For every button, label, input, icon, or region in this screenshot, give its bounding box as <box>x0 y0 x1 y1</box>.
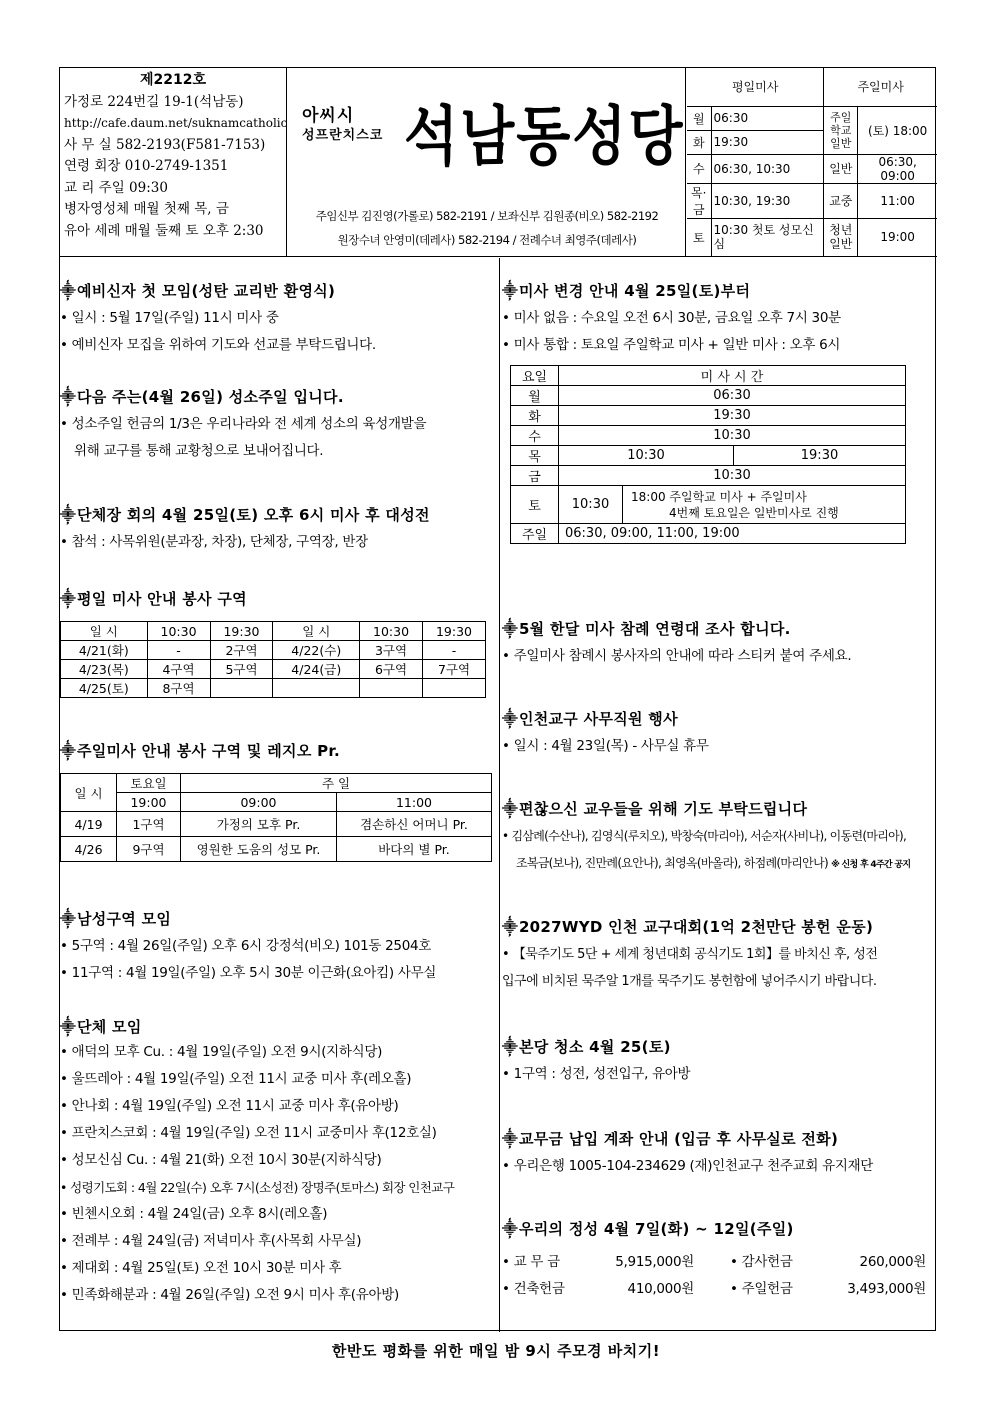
table-cell: 10:30 <box>559 486 623 524</box>
cross-icon: ⸎ <box>60 388 76 406</box>
info-line: • 우리은행 1005-104-234629 (재)인천교구 천주교회 유지재단 <box>502 1158 874 1174</box>
info-line: • 일시 : 5월 17일(주일) 11시 미사 중 <box>60 310 279 326</box>
group-line: • 전례부 : 4월 24일(금) 저녁미사 후(사목회 사무실) <box>60 1233 362 1249</box>
table-cell: - <box>147 641 210 660</box>
section-account <box>502 1128 940 1180</box>
table-cell <box>623 486 906 524</box>
section-offerings <box>502 1218 940 1303</box>
section-title-text: 우리의 정성 4월 7일(화) ~ 12일(주일) <box>518 1220 794 1238</box>
table-cell: 가정의 모후 Pr. <box>181 812 337 837</box>
sunday-time-cell: 06:30, 09:00 <box>858 154 937 183</box>
group-line: • 성모신심 Cu. : 4월 21(화) 오전 10시 30분(지하식당) <box>60 1152 382 1168</box>
section-vocation-sunday <box>60 386 498 465</box>
section-weekday-guide <box>60 588 498 698</box>
info-line: • 주일미사 참례시 봉사자의 안내에 따라 스티커 붙여 주세요. <box>502 648 852 664</box>
table-cell <box>360 679 423 698</box>
notice-note: ※ 신청 후 4주간 공지 <box>831 860 911 870</box>
section-mass-change <box>502 280 940 544</box>
sat-note-line: 4번째 토요일은 일반미사로 진행 <box>669 505 839 520</box>
info-line: 입구에 비치된 묵주알 1개를 묵주기도 봉헌함에 넣어주시기 바랍니다. <box>502 974 877 989</box>
section-title <box>60 280 498 301</box>
offering-value: 5,915,000원 <box>615 1254 694 1270</box>
logo-subtitle-line1: 아씨시 <box>302 106 355 126</box>
section-catechumen <box>60 280 498 359</box>
table-cell: 3구역 <box>360 641 423 660</box>
table-cell: 4/25(토) <box>61 679 148 698</box>
section-wyd <box>502 916 940 995</box>
mass-type-cell: 교중 <box>824 183 858 218</box>
parish-logo <box>288 68 686 257</box>
cross-icon: ⸎ <box>60 742 76 760</box>
group-line: • 민족화해분과 : 4월 26일(주일) 오전 9시 미사 후(유아방) <box>60 1287 399 1303</box>
group-line: • 빈첸시오회 : 4월 24일(금) 오후 8시(레오홀) <box>60 1206 328 1222</box>
table-cell: 겸손하신 어머니 Pr. <box>337 812 492 837</box>
time-cell: 06:30 <box>711 106 824 130</box>
mass-schedule <box>687 68 937 257</box>
table-cell: 7구역 <box>423 660 486 679</box>
mass-type-cell: 주일학교 일반 <box>824 106 858 154</box>
info-line: • 미사 없음 : 수요일 오전 6시 30분, 금요일 오후 7시 30분 <box>502 310 841 326</box>
info-line: • 예비신자 모집을 위하여 기도와 선교를 부탁드립니다. <box>60 337 376 353</box>
day-cell: 목·금 <box>687 183 711 218</box>
offering-value: 3,493,000원 <box>847 1281 926 1297</box>
table-cell: 10:30 <box>559 426 906 446</box>
section-title-text: 평일 미사 안내 봉사 구역 <box>76 590 247 608</box>
cross-icon: ⸎ <box>502 1220 518 1238</box>
section-title-text: 남성구역 모임 <box>76 910 172 928</box>
table-cell: 19:30 <box>423 622 486 641</box>
parish-info <box>60 68 287 257</box>
section-title-text: 단체장 회의 4월 25일(토) 오후 6시 미사 후 대성전 <box>76 506 430 524</box>
table-cell: 10:30 <box>559 466 906 486</box>
issue-number: 제2212호 <box>139 72 206 88</box>
table-cell: 06:30 <box>559 386 906 406</box>
table-cell: 4/23(목) <box>61 660 148 679</box>
cross-icon: ⸎ <box>502 800 518 818</box>
table-cell: 주 일 <box>181 774 492 793</box>
table-cell: - <box>423 641 486 660</box>
group-line: • 성령기도회 : 4월 22일(수) 오후 7시(소성전) 장명주(토마스) 회장 인천교구 <box>60 1180 455 1195</box>
table-cell: 4/19 <box>61 812 117 837</box>
time-cell: 19:30 <box>711 130 824 154</box>
offering-value: 410,000원 <box>627 1281 694 1297</box>
sister-credits: 원장수녀 안영미(데레사) 582-2194 / 전례수녀 최영주(데레사) <box>337 233 637 247</box>
mass-type-cell: 일반 <box>824 154 858 183</box>
table-cell: 토요일 <box>117 774 181 793</box>
info-line: • 【묵주기도 5단 + 세계 청년대회 공식기도 1회】를 바치신 후, 성전 <box>502 947 878 962</box>
section-groups <box>60 1016 498 1309</box>
table-cell: 4/21(화) <box>61 641 148 660</box>
group-line: • 애덕의 모후 Cu. : 4월 19일(주일) 오전 9시(지하식당) <box>60 1044 383 1060</box>
sat-note-line: 18:00 주일학교 미사 + 주일미사 <box>631 489 807 504</box>
day-cell: 수 <box>687 154 711 183</box>
offering-label: • 감사헌금 <box>730 1254 793 1270</box>
anointing-time: 병자영성체 매월 첫째 목, 금 <box>64 201 229 217</box>
weekday-mass-head: 평일미사 <box>687 68 824 106</box>
table-cell: 11:00 <box>337 793 492 812</box>
group-line: • 안나회 : 4월 19일(주일) 오전 11시 교중 미사 후(유아방) <box>60 1098 399 1114</box>
cross-icon: ⸎ <box>60 282 76 300</box>
group-line: • 제대회 : 4월 25일(토) 오전 10시 30분 미사 후 <box>60 1260 342 1276</box>
section-leaders-meeting <box>60 504 498 556</box>
info-line: • 김삼례(수산나), 김영식(루치오), 박창숙(마리아), 서순자(사비나), 이동련(마리아), <box>502 829 907 843</box>
table-cell: 06:30, 09:00, 11:00, 19:00 <box>559 524 906 544</box>
section-title-text: 단체 모임 <box>76 1018 142 1036</box>
table-cell: 요일 <box>511 366 559 386</box>
table-cell <box>210 679 273 698</box>
cafe-url[interactable]: http://cafe.daum.net/suknamcatholic <box>64 116 288 130</box>
section-prayer-request <box>502 798 940 879</box>
info-line: • 참석 : 사목위원(분과장, 차장), 단체장, 구역장, 반장 <box>60 534 368 550</box>
info-line: • 5구역 : 4월 26일(주일) 오후 6시 강정석(비오) 101동 2504호 <box>60 938 432 954</box>
info-line: • 성소주일 헌금의 1/3은 우리나라와 전 세계 성소의 육성개발을 <box>60 416 427 432</box>
bulletin-page <box>59 67 936 1331</box>
table-cell: 2구역 <box>210 641 273 660</box>
weekday-guide-table <box>60 621 486 698</box>
offering-label: • 주일헌금 <box>730 1281 793 1297</box>
time-cell: 10:30 첫토 성모신심 <box>711 218 824 256</box>
info-line: 조복금(보나), 진만례(요안나), 최영옥(바올라), 하점례(마리안나) <box>516 856 828 870</box>
section-title-text: 인천교구 사무직원 행사 <box>518 710 678 728</box>
section-age-survey <box>502 618 940 670</box>
table-cell: 09:00 <box>181 793 337 812</box>
cross-icon: ⸎ <box>502 620 518 638</box>
sunday-time-cell: 19:00 <box>858 218 937 256</box>
info-line: 위해 교구를 통해 교황청으로 보내어집니다. <box>74 443 324 459</box>
section-title-text: 주일미사 안내 봉사 구역 및 레지오 Pr. <box>76 742 340 760</box>
day-cell: 월 <box>687 106 711 130</box>
table-cell: 8구역 <box>147 679 210 698</box>
section-title-text: 본당 청소 4월 25(토) <box>518 1038 671 1056</box>
cross-icon: ⸎ <box>60 506 76 524</box>
section-sunday-guide <box>60 740 498 862</box>
cross-icon: ⸎ <box>502 918 518 936</box>
cross-icon: ⸎ <box>60 1018 76 1036</box>
table-cell: 10:30 <box>147 622 210 641</box>
table-cell: 주일 <box>511 524 559 544</box>
info-line: • 1구역 : 성전, 성전입구, 유아방 <box>502 1066 691 1082</box>
table-cell: 19:30 <box>734 446 906 466</box>
section-diocese-staff <box>502 708 940 760</box>
table-cell: 19:30 <box>210 622 273 641</box>
section-title-text: 편찮으신 교우들을 위해 기도 부탁드립니다 <box>518 800 808 818</box>
cross-icon: ⸎ <box>502 1130 518 1148</box>
section-cleaning <box>502 1036 940 1088</box>
table-cell: 1구역 <box>117 812 181 837</box>
sunday-time-cell: 11:00 <box>858 183 937 218</box>
priest-credits: 주임신부 김진영(가롤로) 582-2191 / 보좌신부 김원종(비오) 582-2192 <box>315 209 659 223</box>
table-cell: 일 시 <box>61 622 148 641</box>
table-cell: 4/26 <box>61 837 117 862</box>
bulletin-header <box>60 68 937 257</box>
mass-change-table <box>510 365 906 544</box>
table-cell: 일 시 <box>273 622 360 641</box>
table-cell: 월 <box>511 386 559 406</box>
section-title-text: 교무금 납입 계좌 안내 (입금 후 사무실로 전화) <box>518 1130 839 1148</box>
cross-icon: ⸎ <box>60 590 76 608</box>
elder-phone: 연령 회장 010-2749-1351 <box>64 158 229 174</box>
time-cell: 10:30, 19:30 <box>711 183 824 218</box>
offering-value: 260,000원 <box>859 1254 926 1270</box>
section-men-district <box>60 908 498 987</box>
group-line: • 울뜨레아 : 4월 19일(주일) 오전 11시 교중 미사 후(레오홀) <box>60 1071 412 1087</box>
right-column <box>499 258 937 1332</box>
table-cell <box>423 679 486 698</box>
day-cell: 화 <box>687 130 711 154</box>
table-cell: 목 <box>511 446 559 466</box>
section-title-text: 미사 변경 안내 4월 25일(토)부터 <box>518 282 751 300</box>
offering-label: • 교 무 금 <box>502 1254 560 1270</box>
logo-title: 석남동성당 <box>404 98 685 175</box>
table-cell: 일 시 <box>61 774 117 812</box>
table-cell: 미 사 시 간 <box>559 366 906 386</box>
table-cell: 19:30 <box>559 406 906 426</box>
info-line: • 미사 통합 : 토요일 주일학교 미사 + 일반 미사 : 오후 6시 <box>502 337 841 353</box>
table-cell: 4구역 <box>147 660 210 679</box>
info-line: • 11구역 : 4월 19일(주일) 오후 5시 30분 이근화(요아킴) 사무실 <box>60 965 437 981</box>
table-cell: 영원한 도움의 성모 Pr. <box>181 837 337 862</box>
section-title-text: 5월 한달 미사 참례 연령대 조사 합니다. <box>518 620 791 638</box>
time-cell: 06:30, 10:30 <box>711 154 824 183</box>
sunday-guide-table <box>60 773 492 862</box>
table-cell: 6구역 <box>360 660 423 679</box>
logo-subtitle <box>302 106 402 146</box>
office-phone: 사 무 실 582-2193(F581-7153) <box>64 136 266 153</box>
table-cell: 화 <box>511 406 559 426</box>
table-cell: 19:00 <box>117 793 181 812</box>
cross-icon: ⸎ <box>502 710 518 728</box>
day-cell: 토 <box>687 218 711 256</box>
table-cell: 5구역 <box>210 660 273 679</box>
info-line: • 일시 : 4월 23일(목) - 사무실 휴무 <box>502 738 709 754</box>
section-title-text: 예비신자 첫 모임(성탄 교리반 환영식) <box>76 282 336 300</box>
table-cell: 9구역 <box>117 837 181 862</box>
table-cell: 4/22(수) <box>273 641 360 660</box>
sunday-mass-head: 주일미사 <box>824 68 937 106</box>
table-cell <box>273 679 360 698</box>
table-cell: 10:30 <box>360 622 423 641</box>
address: 가정로 224번길 19-1(석남동) <box>64 93 244 110</box>
footer-prayer: 한반도 평화를 위한 매일 밤 9시 주모경 바치기! <box>331 1342 661 1360</box>
mass-type-cell: 청년 일반 <box>824 218 858 256</box>
table-cell: 금 <box>511 466 559 486</box>
group-line: • 프란치스코회 : 4월 19일(주일) 오전 11시 교중미사 후(12호실) <box>60 1125 437 1141</box>
baptism-time: 유아 세례 매월 둘째 토 오후 2:30 <box>64 222 264 239</box>
section-title-text: 다음 주는(4월 26일) 성소주일 입니다. <box>76 388 344 406</box>
table-cell: 4/24(금) <box>273 660 360 679</box>
sunday-time-cell: (토) 18:00 <box>858 106 937 154</box>
table-cell: 바다의 별 Pr. <box>337 837 492 862</box>
logo-subtitle-line2: 성프란치스코 <box>302 128 384 143</box>
table-cell: 수 <box>511 426 559 446</box>
offering-label: • 건축헌금 <box>502 1281 565 1297</box>
table-cell: 토 <box>511 486 559 524</box>
catechism-time: 교 리 주일 09:30 <box>64 179 168 196</box>
cross-icon: ⸎ <box>60 910 76 928</box>
cross-icon: ⸎ <box>502 1038 518 1056</box>
section-title-text: 2027WYD 인천 교구대회(1억 2천만단 봉헌 운동) <box>518 918 874 936</box>
cross-icon: ⸎ <box>502 282 518 300</box>
table-cell: 10:30 <box>559 446 734 466</box>
